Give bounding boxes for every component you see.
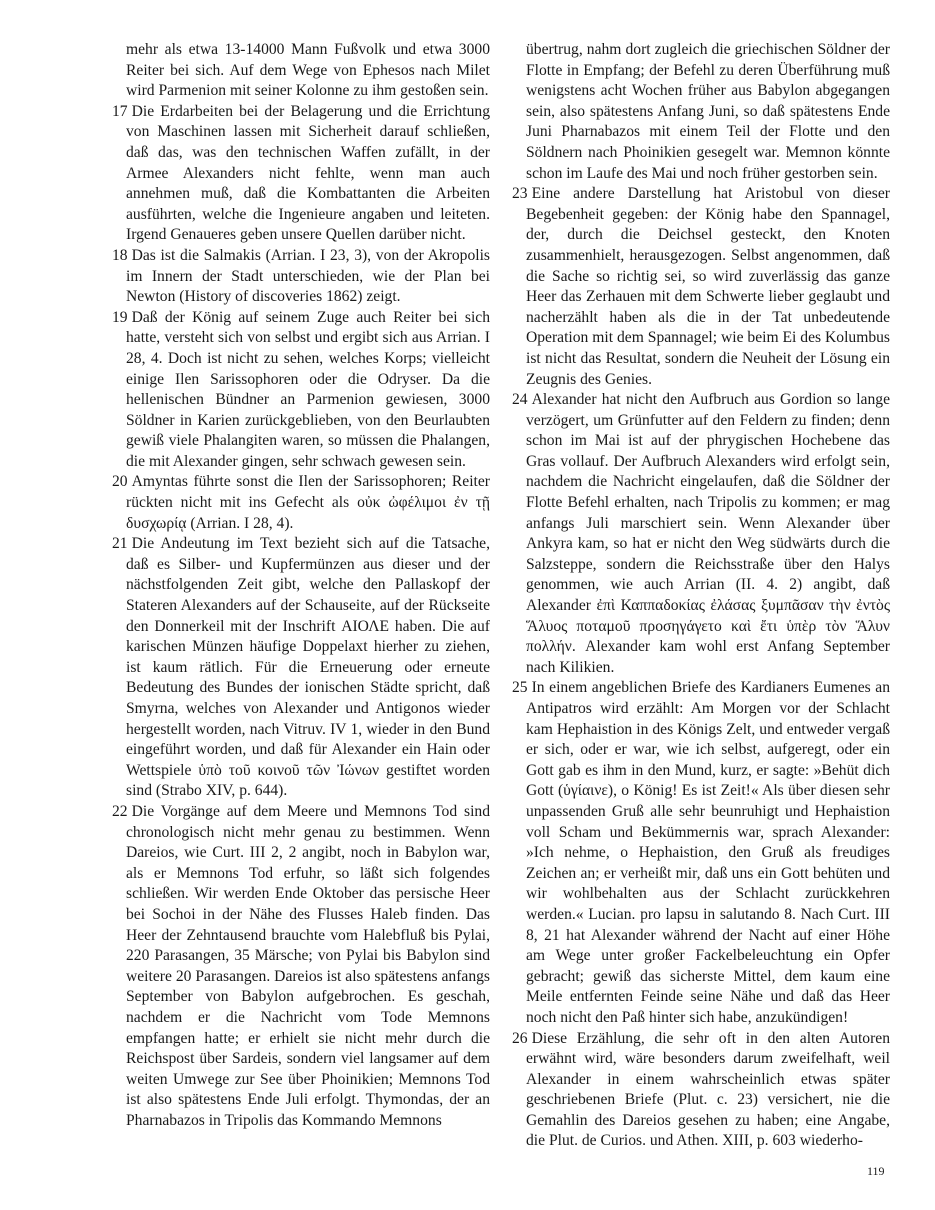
footnote-number: 18	[112, 246, 128, 264]
footnote-22	[112, 802, 490, 1132]
footnote-number: 19	[112, 308, 128, 326]
footnote-number: 22	[112, 802, 128, 820]
continuation-paragraph: übertrug, nahm dort zugleich die griechischen Söldner der Flotte in Empfang; der Befehl zu deren Überführung muß wenigstens acht Wochen früher aus Babylon abgegangen sein, also spätestens Anfang Juni, so daß spätestens Ende Juni Pharnabazos mit einem Teil der Flotte und den Söldnern nach Phoinikien gesegelt war. Memnon könnte schon im Laufe des Mai und noch früher gestorben sein.	[526, 41, 890, 182]
footnote-text: In einem angeblichen Briefe des Kardianers Eumenes an Antipatros wird erzählt: Am Morgen vor der Schlacht kam Hephaistion in des Königs Zelt, und entweder vergaß er sich, oder er war, wie ich selbst, aufgeregt, oder ein Gott gab es ihm in den Mund, kurz, er sagte: »Behüt dich Gott (ὑγίαινε), o König! Es ist Zeit!« Als über diesen sehr unpassenden Gruß alle sehr beunruhigt und Hephaistion voll Scham und Bekümmernis war, sprach Alexander: »Ich nehme, o Hephaistion, den Gruß als freudiges Zeichen an; er verheißt mir, daß uns ein Gott behüten und wir wohlbehalten aus der Schlacht zurückkehren werden.« Lucian. pro lapsu in salutando 8. Nach Curt. III 8, 21 hat Alexander während der Nacht auf einer Höhe am Wege unter großer Fackelbeleuchtung ein Opfer gebracht; gewiß das sicherste Mittel, dem kaum eine Meile entfernten Feinde seine Nähe und daß das Heer noch nicht den Paß hinter sich habe, anzukündigen!	[526, 679, 890, 1026]
footnote-number: 17	[112, 102, 128, 120]
right-column	[512, 40, 890, 1152]
footnote-text: Die Vorgänge auf dem Meere und Memnons Tod sind chronologisch nicht mehr genau zu bestimmen. Wenn Dareios, wie Curt. III 2, 2 angibt, noch in Babylon war, als er Memnons Tod erfuhr, so läßt sich folgendes schließen. Wir werden Ende Oktober das persische Heer bei Sochoi in der Nähe des Flusses Haleb finden. Das Heer der Zehntausend brauchte vom Halebfluß bis Pylai, 220 Parasangen, 35 Märsche; von Pylai bis Babylon sind weitere 20 Parasangen. Dareios ist also spätestens anfangs September von Babylon aufgebrochen. Es geschah, nachdem er die Nachricht vom Tode Memnons empfangen hatte; er erhielt sie nicht mehr durch die Reichspost über Sardeis, sondern viel langsamer auf dem weiten Umwege zur See über Phoinikien; Memnons Tod ist also spätestens Ende Juli erfolgt. Thymondas, der an Pharnabazos in Tripolis das Kommando Memnons	[126, 802, 490, 1129]
footnote-text: Die Erdarbeiten bei der Belagerung und die Errichtung von Maschinen lassen mit Sicherheit darauf schließen, daß das, was den technischen Waffen zufällt, in der Armee Alexanders nicht fehlte, wenn man auch annehmen muß, daß die Kombattanten die Arbeiten ausführten, welche die Ingenieure angaben und leiteten. Irgend Genaueres geben unsere Quellen darüber nicht.	[126, 102, 490, 244]
footnote-18	[112, 246, 490, 308]
footnote-21	[112, 534, 490, 802]
footnote-text: Die Andeutung im Text bezieht sich auf die Tatsache, daß es Silber- und Kupfermünzen aus dieser und der nächstfolgenden Zeit gibt, welche den Pallaskopf der Stateren Alexanders auf der Schauseite, auf der Rückseite den Donnerkeil mit der Inschrift ΑΙΟΛΕ haben. Die auf karischen Münzen häufige Doppelaxt hierher zu ziehen, ist kaum rätlich. Für die Erneuerung oder erneute Bedeutung des Bundes der ionischen Städte spricht, daß Smyrna, welches von Alexander und Antigonos wieder hergestellt worden, nach Vitruv. IV 1, wieder in den Bund eingeführt worden, und daß für Alexander ein Hain oder Wettspiele ὑπὸ τοῦ κοινοῦ τῶν Ἰώνων gestiftet worden sind (Strabo XIV, p. 644).	[126, 535, 490, 800]
footnote-text: Alexander hat nicht den Aufbruch aus Gordion so lange verzögert, um Grünfutter auf den Feldern zu finden; denn schon im Mai ist auf der phrygischen Hochebene das Gras vollauf. Der Aufbruch Alexanders wird erfolgt sein, nachdem die Nachricht eingelaufen, daß die Söldner der Flotte Befehl erhalten, nach Tripolis zu kommen; er mag anfangs Juli marschiert sein. Wenn Alexander über Ankyra kam, so hat er nicht den Weg südwärts durch die Salzsteppe, sondern die Reichsstraße über den Halys genommen, wie auch Arrian (II. 4. 2) angibt, daß Alexander ἐπὶ Καππαδοκίας ἐλάσας ξυμπᾶσαν τὴν ἐντὸς Ἅλυος ποταμοῦ προσηγάγετο καὶ ἔτι ὑπὲρ τὸν Ἅλυν πολλήν. Alexander kam wohl erst Anfang September nach Kilikien.	[526, 391, 890, 676]
footnote-19	[112, 308, 490, 473]
continuation-paragraph: mehr als etwa 13-14000 Mann Fußvolk und etwa 3000 Reiter bei sich. Auf dem Wege von Ephesos nach Milet wird Parmenion mit seiner Kolonne zu ihm gestoßen sein.	[126, 41, 490, 100]
footnote-number: 23	[512, 185, 528, 203]
footnote-text: Das ist die Salmakis (Arrian. I 23, 3), von der Akropolis im Innern der Stadt unterschieden, wie der Plan bei Newton (History of discoveries 1862) zeigt.	[126, 246, 490, 306]
footnote-26	[512, 1029, 890, 1153]
footnote-number: 25	[512, 679, 528, 697]
page-number: 119	[867, 1164, 885, 1178]
footnote-number: 26	[512, 1029, 528, 1047]
footnote-number: 20	[112, 473, 128, 491]
footnote-text: Amyntas führte sonst die Ilen der Sarissophoren; Reiter rückten nicht mit ins Gefecht als οὐκ ὠφέλιμοι ἐν τῇ δυσχωρίᾳ (Arrian. I 28, 4).	[126, 473, 490, 532]
footnote-23	[512, 184, 890, 390]
left-column	[112, 40, 490, 1131]
footnote-24	[512, 390, 890, 678]
footnote-text: Diese Erzählung, die sehr oft in den alten Autoren erwähnt wird, wäre besonders darum zweifelhaft, weil Alexander in einem wahrscheinlich etwas später geschriebenen Briefe (Plut. c. 23) versichert, nie die Gemahlin des Dareios gesehen zu haben; eine Angabe, die Plut. de Curios. und Athen. XIII, p. 603 wiederho-	[526, 1029, 890, 1150]
footnote-17	[112, 102, 490, 246]
footnote-text: Daß der König auf seinem Zuge auch Reiter bei sich hatte, versteht sich von selbst und ergibt sich aus Arrian. I 28, 4. Doch ist nicht zu sehen, welches Korps; vielleicht einige Ilen Sarissophoren oder die Odryser. Da die hellenischen Bündner an Parmenion gewiesen, 3000 Söldner in Karien zurückgeblieben, von den Beurlaubten gewiß viele Phalangiten waren, so müssen die Phalangen, die mit Alexander gingen, sehr schwach gewesen sein.	[126, 308, 490, 470]
footnote-text: Eine andere Darstellung hat Aristobul von dieser Begebenheit gegeben: der König habe den Spannagel, der, durch die Deichsel gesteckt, den Knoten zusammenhielt, herausgezogen. Selbst angenommen, daß die Sache so richtig sei, so wird zuverlässig das ganze Heer das Zerhauen mit dem Schwerte lieber geglaubt und nacherzählt haben als die in der Tat unbedeutende Operation mit dem Spannagel; wie beim Ei des Kolumbus ist nicht das Resultat, sondern die Neuheit der Lösung ein Zeugnis des Genies.	[526, 185, 890, 388]
footnote-20	[112, 472, 490, 534]
footnote-number: 21	[112, 535, 128, 553]
footnote-number: 24	[512, 391, 528, 409]
footnote-25	[512, 678, 890, 1028]
